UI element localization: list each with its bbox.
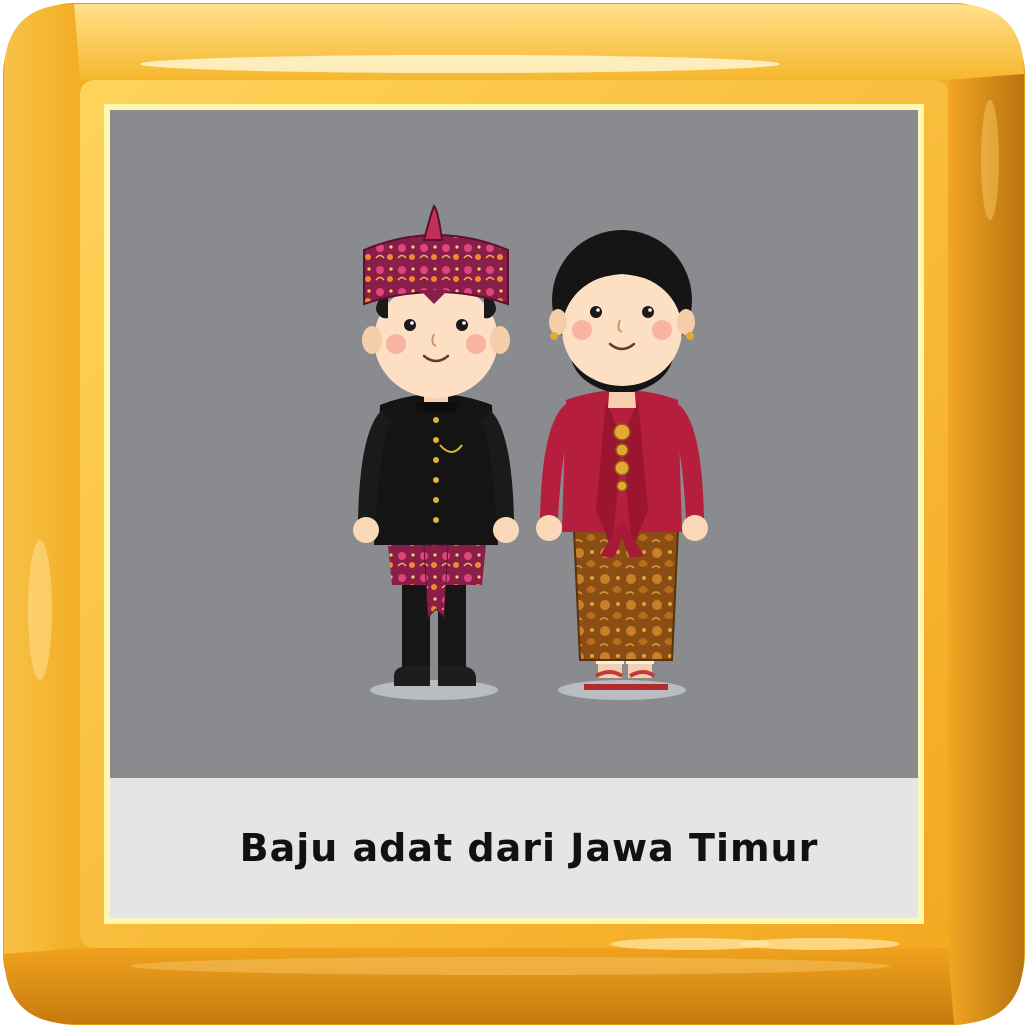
man-shadow — [370, 680, 498, 700]
caption-bar — [110, 778, 918, 918]
traditional-couple-illustration — [110, 110, 918, 778]
woman-figure — [536, 230, 708, 690]
illustration-panel — [110, 110, 918, 778]
caption-text: Baju adat dari Jawa Timur — [239, 826, 819, 870]
man-figure — [353, 206, 519, 686]
